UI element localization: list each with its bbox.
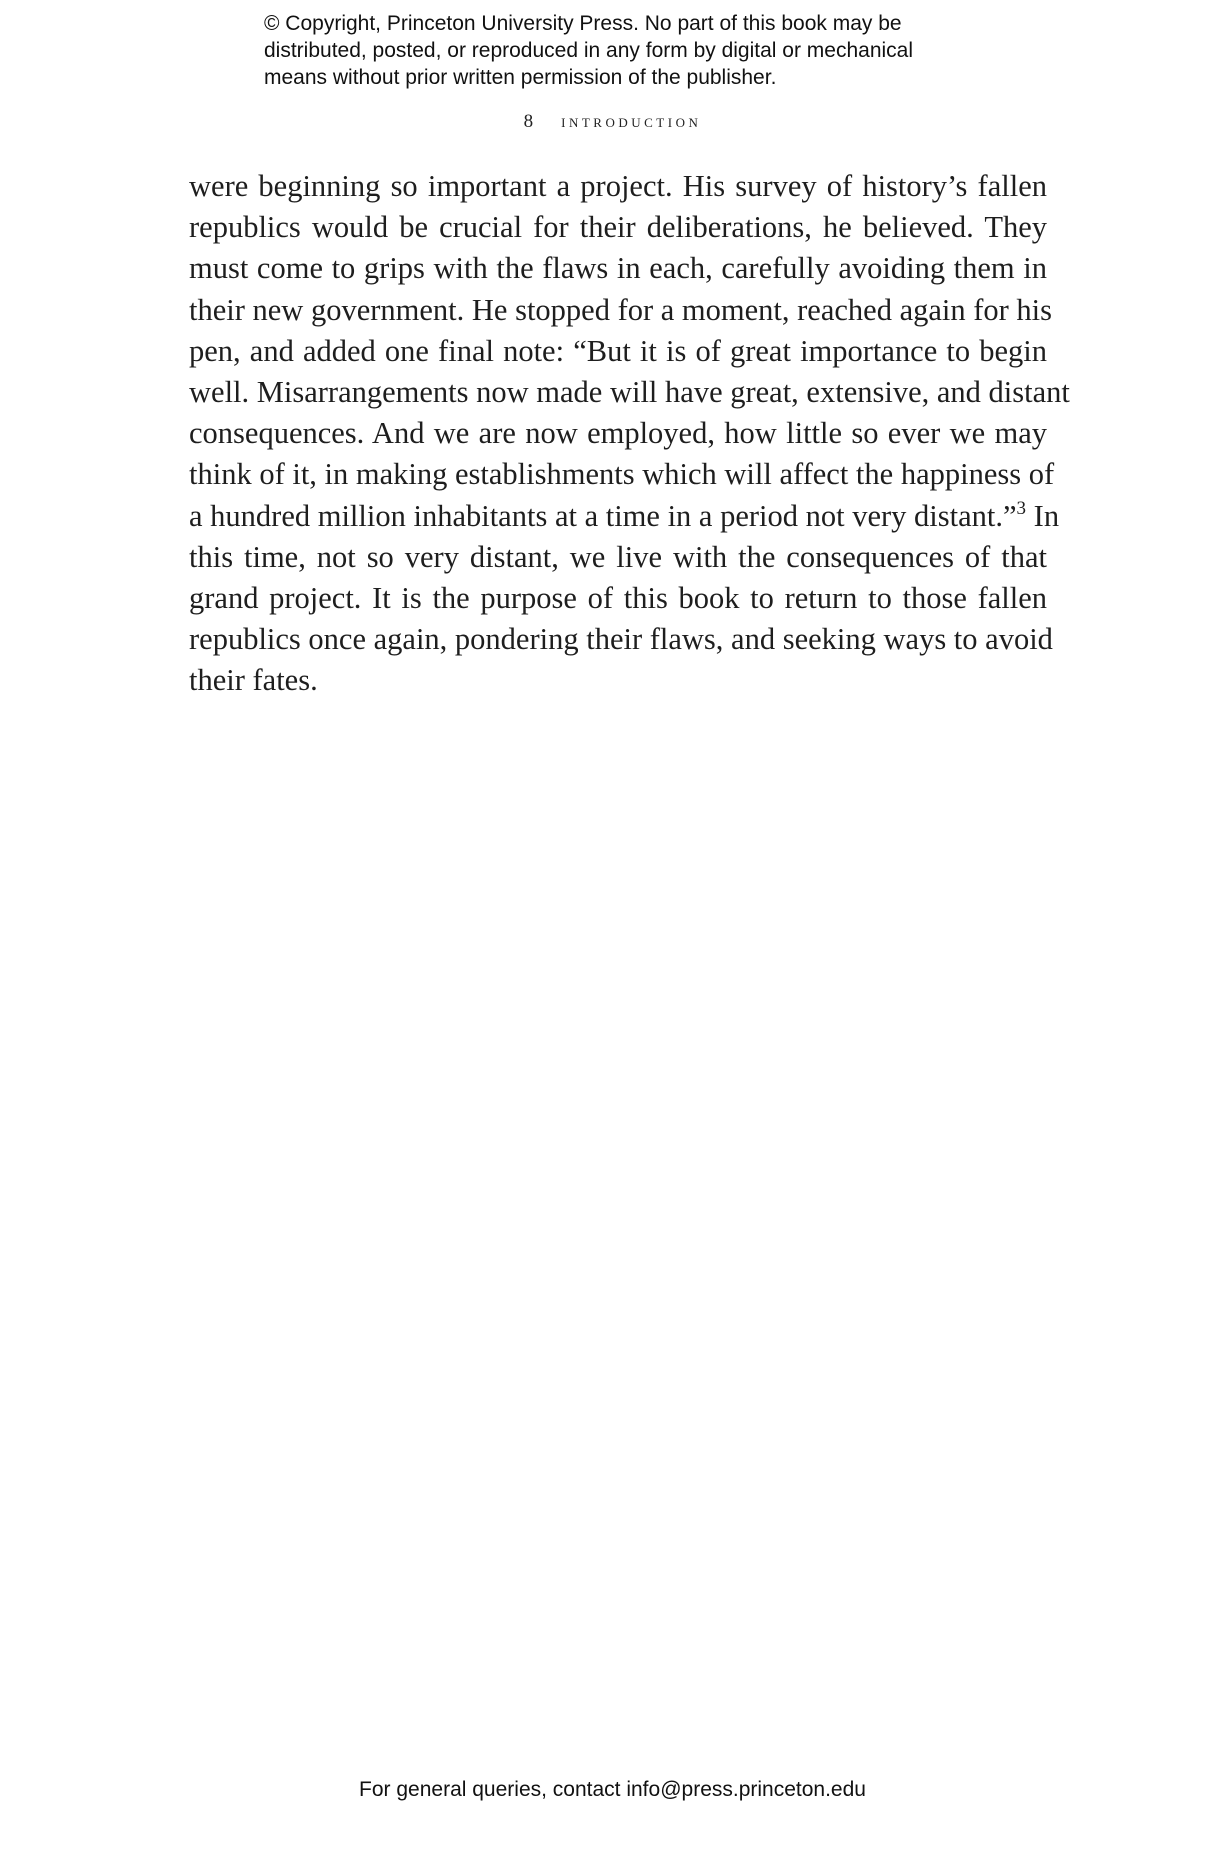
- text-line: republics once again, pondering their flaws, and seeking ways to avoid: [189, 622, 1053, 657]
- text-line: republics would be crucial for their deliberations, he believed. They: [189, 210, 1047, 245]
- text-line: this time, not so very distant, we live with the consequences of that: [189, 539, 1047, 574]
- text-line: must come to grips with the flaws in each, carefully avoiding them in: [189, 251, 1047, 286]
- copyright-line: distributed, posted, or reproduced in any form by digital or mechanical: [264, 39, 914, 62]
- body-paragraph: [189, 166, 1070, 702]
- text-line: their new government. He stopped for a moment, reached again for his: [189, 292, 1053, 327]
- text-line: pen, and added one final note: “But it is of great importance to begin: [189, 333, 1047, 368]
- page-number: 8: [523, 111, 534, 132]
- text-line: their fates.: [189, 663, 318, 698]
- text-line: think of it, in making establishments which will affect the happiness of: [189, 457, 1055, 492]
- text-line: well. Misarrangements now made will have great, extensive, and distant: [189, 375, 1070, 410]
- text-line: were beginning so important a project. His survey of history’s fallen: [189, 169, 1047, 203]
- copyright-notice: [264, 10, 984, 91]
- section-title: introduction: [561, 111, 702, 132]
- text-line-tail: In: [1026, 498, 1060, 533]
- text-line: consequences. And we are now employed, how little so ever we may: [189, 416, 1047, 451]
- footnote-reference[interactable]: 3: [1016, 497, 1027, 519]
- footer-contact: For general queries, contact info@press.princeton.edu: [359, 1778, 866, 1801]
- copyright-line: means without prior written permission of the publisher.: [264, 66, 777, 89]
- text-line-main: a hundred million inhabitants at a time in a period not very distant.”: [189, 498, 1017, 533]
- copyright-line: © Copyright, Princeton University Press. No part of this book may be: [264, 12, 902, 35]
- text-line: grand project. It is the purpose of this book to return to those fallen: [189, 581, 1047, 616]
- text-line: [189, 496, 1060, 537]
- running-head: [0, 111, 1225, 133]
